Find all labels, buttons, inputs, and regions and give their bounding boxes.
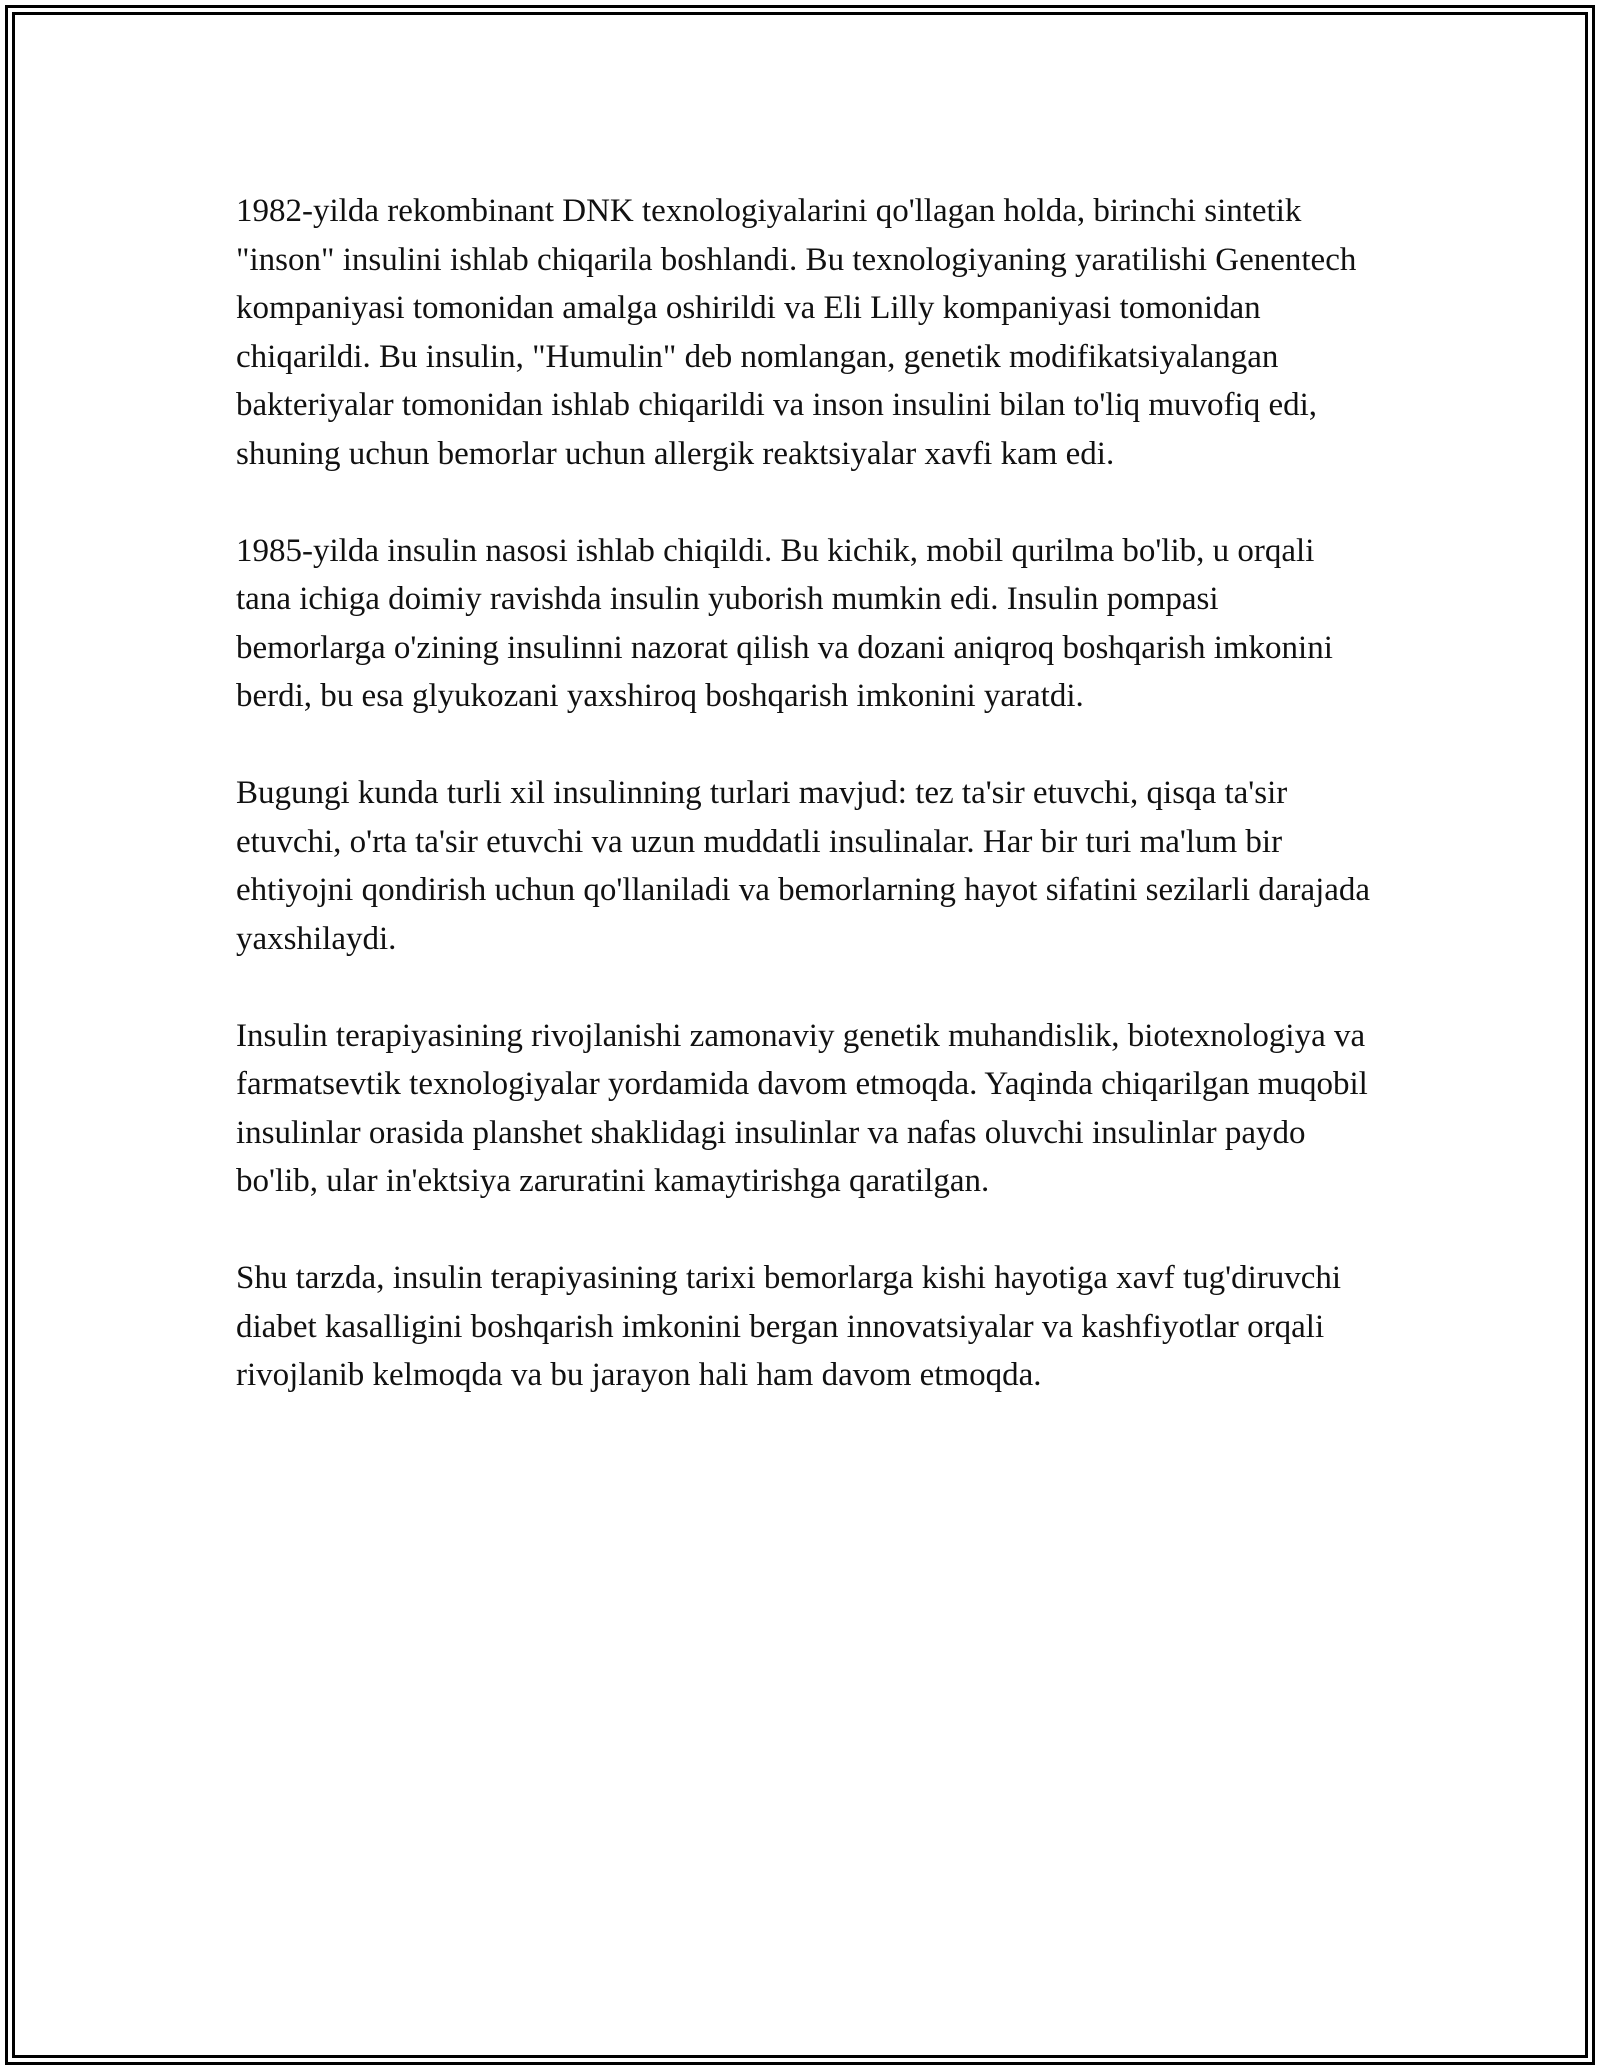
document-body — [236, 187, 1376, 1448]
paragraph-conclusion: Shu tarzda, insulin terapiyasining tarixi bemorlarga kishi hayotiga xavf tug'diruvchi diabet kasalligini boshqarish imkonini bergan innovatsiyalar va kashfiyotlar orqali rivojlanib kelmoqda va bu jarayon hali ham davom etmoqda. — [236, 1260, 1342, 1393]
paragraph-insulin-1982: 1982-yilda rekombinant DNK texnologiyalarini qo'llagan holda, birinchi sintetik "inson" insulini ishlab chiqarila boshlandi. Bu texnologiyaning yaratilishi Genentech kompaniyasi tomonidan amalga oshirildi va Eli Lilly kompaniyasi tomonidan chiqarildi. Bu insulin, "Humulin" deb nomlangan, genetik modifikatsiyalangan bakteriyalar tomonidan ishlab chiqarildi va inson insulini bilan to'liq muvofiq edi, shuning uchun bemorlar uchun allergik reaktsiyalar xavfi kam edi. — [236, 193, 1357, 472]
paragraph-insulin-pump-1985: 1985-yilda insulin nasosi ishlab chiqildi. Bu kichik, mobil qurilma bo'lib, u orqali tana ichiga doimiy ravishda insulin yuborish mumkin edi. Insulin pompasi bemorlarga o'zining insulinni nazorat qilish va dozani aniqroq boshqarish imkonini berdi, bu esa glyukozani yaxshiroq boshqarish imkonini yaratdi. — [236, 532, 1333, 714]
paragraph-insulin-types: Bugungi kunda turli xil insulinning turlari mavjud: tez ta'sir etuvchi, qisqa ta'sir etuvchi, o'rta ta'sir etuvchi va uzun muddatli insulinalar. Har bir turi ma'lum bir ehtiyojni qondirish uchun qo'llaniladi va bemorlarning hayot sifatini sezilarli darajada yaxshilaydi. — [236, 775, 1371, 957]
paragraph-insulin-development: Insulin terapiyasining rivojlanishi zamonaviy genetik muhandislik, biotexnologiya va farmatsevtik texnologiyalar yordamida davom etmoqda. Yaqinda chiqarilgan muqobil insulinlar orasida planshet shaklidagi insulinlar va nafas oluvchi insulinlar paydo bo'lib, ular in'ektsiya zaruratini kamaytirishga qaratilgan. — [236, 1017, 1368, 1199]
